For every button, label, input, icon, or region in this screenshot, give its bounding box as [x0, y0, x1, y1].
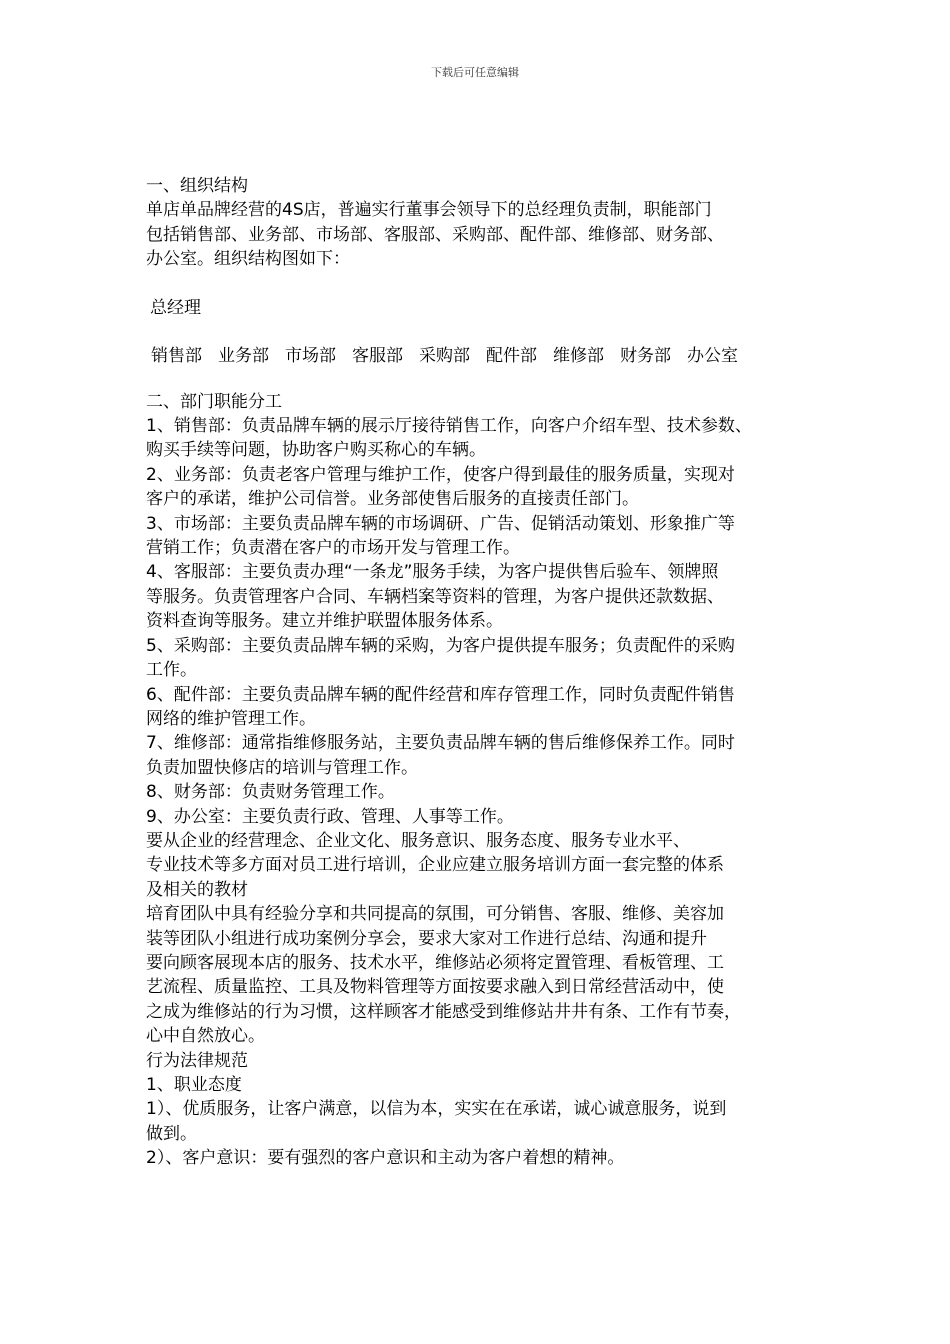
paragraph-line: 等服务。负责管理客户合同、车辆档案等资料的管理，为客户提供还款数据、	[146, 586, 724, 607]
section2-body	[146, 414, 826, 1171]
section-title: 二、部门职能分工	[146, 391, 282, 412]
paragraph-line: 5、采购部：主要负责品牌车辆的采购，为客户提供提车服务；负责配件的采购	[146, 635, 735, 656]
paragraph-line: 网络的维护管理工作。	[146, 708, 316, 729]
org-dept-sales: 销售部	[151, 345, 202, 366]
paragraph-line: 单店单品牌经营的4S店，普遍实行董事会领导下的总经理负责制，职能部门	[146, 200, 712, 221]
paragraph-line: 专业技术等多方面对员工进行培训，企业应建立服务培训方面一套完整的体系	[146, 855, 724, 876]
paragraph-line: 8、财务部：负责财务管理工作。	[146, 782, 395, 803]
paragraph-line: 2、业务部：负责老客户管理与维护工作，使客户得到最佳的服务质量，实现对	[146, 464, 735, 485]
org-chart-departments	[146, 344, 826, 368]
paragraph-line: 培育团队中具有经验分享和共同提高的氛围，可分销售、客服、维修、美容加	[146, 904, 724, 925]
paragraph-line: 1）、优质服务，让客户满意，以信为本，实实在在承诺，诚心诚意服务，说到	[146, 1099, 727, 1120]
section-title: 一、组织结构	[146, 176, 248, 196]
org-chart-general-manager: 总经理	[150, 297, 201, 318]
paragraph-line: 7、维修部：通常指维修服务站，主要负责品牌车辆的售后维修保养工作。同时	[146, 733, 735, 754]
paragraph-line: 装等团队小组进行成功案例分享会，要求大家对工作进行总结、沟通和提升	[146, 928, 707, 949]
paragraph-line: 要向顾客展现本店的服务、技术水平，维修站必须将定置管理、看板管理、工	[146, 952, 724, 973]
page-header: 下载后可任意编辑	[431, 66, 519, 79]
paragraph-line: 负责加盟快修店的培训与管理工作。	[146, 757, 418, 778]
org-dept-purchasing: 采购部	[419, 345, 470, 366]
paragraph-line: 做到。	[146, 1123, 197, 1144]
org-dept-finance: 财务部	[620, 345, 671, 366]
paragraph-line: 资料查询等服务。建立并维护联盟体服务体系。	[146, 611, 503, 632]
paragraph-line: 工作。	[146, 660, 197, 681]
org-dept-parts: 配件部	[486, 345, 537, 366]
paragraph-line: 9、办公室：主要负责行政、管理、人事等工作。	[146, 806, 514, 827]
document-body	[146, 174, 826, 1171]
org-dept-marketing: 市场部	[285, 345, 336, 366]
paragraph-line: 办公室。组织结构图如下：	[146, 249, 350, 270]
paragraph-line: 行为法律规范	[146, 1050, 248, 1071]
paragraph-line: 要从企业的经营理念、企业文化、服务意识、服务态度、服务专业水平、	[146, 830, 690, 851]
org-dept-business: 业务部	[218, 345, 269, 366]
org-dept-repair: 维修部	[553, 345, 604, 366]
paragraph-line: 包括销售部、业务部、市场部、客服部、采购部、配件部、维修部、财务部、	[146, 224, 724, 245]
org-dept-office: 办公室	[687, 345, 738, 366]
paragraph-line: 营销工作；负责潜在客户的市场开发与管理工作。	[146, 538, 520, 559]
paragraph-line: 艺流程、质量监控、工具及物料管理等方面按要求融入到日常经营活动中，使	[146, 977, 724, 998]
paragraph-line: 购买手续等问题，协助客户购买称心的车辆。	[146, 440, 486, 461]
paragraph-line: 1、销售部：负责品牌车辆的展示厅接待销售工作，向客户介绍车型、技术参数、	[146, 416, 752, 437]
paragraph-line: 1、职业态度	[146, 1075, 242, 1095]
paragraph-line: 心中自然放心。	[146, 1026, 265, 1047]
paragraph-line: 3、市场部：主要负责品牌车辆的市场调研、广告、促销活动策划、形象推广等	[146, 513, 735, 534]
org-dept-customer-service: 客服部	[352, 345, 403, 366]
paragraph-line: 客户的承诺，维护公司信誉。业务部使售后服务的直接责任部门。	[146, 489, 639, 510]
paragraph-line: 6、配件部：主要负责品牌车辆的配件经营和库存管理工作，同时负责配件销售	[146, 684, 735, 705]
paragraph-line: 之成为维修站的行为习惯，这样顾客才能感受到维修站井井有条、工作有节奏，	[146, 1001, 741, 1022]
paragraph-line: 及相关的教材	[146, 879, 248, 900]
paragraph-line: 4、客服部：主要负责办理“一条龙”服务手续，为客户提供售后验车、领牌照	[146, 562, 719, 583]
paragraph-line: 2）、客户意识：要有强烈的客户意识和主动为客户着想的精神。	[146, 1148, 625, 1169]
